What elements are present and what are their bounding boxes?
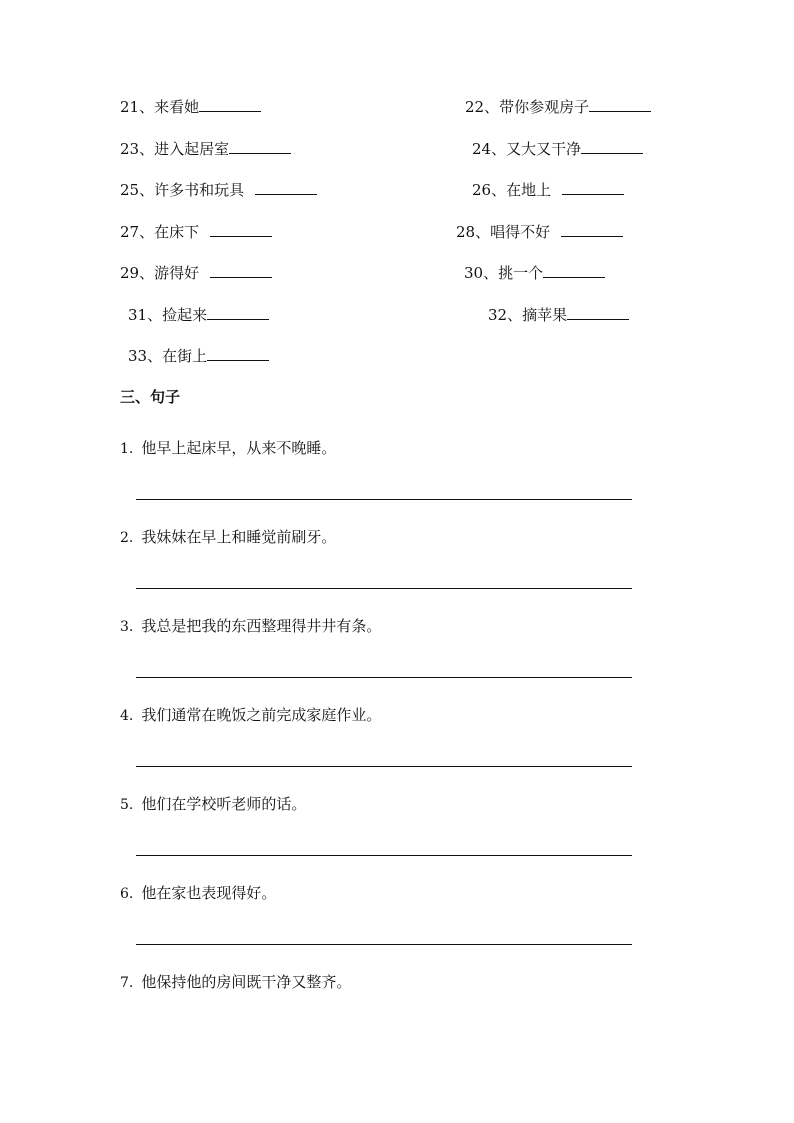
- answer-blank[interactable]: [210, 222, 272, 237]
- phrase-separator: 、: [484, 98, 500, 116]
- answer-blank[interactable]: [207, 305, 269, 320]
- phrase-item: [120, 222, 272, 242]
- phrase-separator: 、: [139, 98, 155, 116]
- phrase-separator: 、: [475, 223, 491, 241]
- phrase-separator: 、: [139, 264, 155, 282]
- phrase-text: 唱得不好: [490, 223, 551, 241]
- phrase-number: 23: [120, 140, 140, 158]
- answer-blank[interactable]: [210, 263, 272, 278]
- phrase-item: [472, 139, 643, 159]
- phrase-item: [128, 305, 269, 325]
- phrase-separator: 、: [483, 264, 499, 282]
- answer-blank[interactable]: [255, 180, 317, 195]
- phrase-text: 许多书和玩具: [154, 181, 245, 199]
- phrase-item: [120, 97, 261, 117]
- answer-line[interactable]: [136, 677, 632, 678]
- phrase-number: 28: [456, 223, 476, 241]
- phrase-number: 21: [120, 98, 140, 116]
- sentence-number: 5.: [120, 797, 134, 813]
- phrase-item: [128, 346, 269, 366]
- phrase-number: 24: [472, 140, 492, 158]
- answer-blank[interactable]: [543, 263, 605, 278]
- phrase-separator: 、: [147, 306, 163, 324]
- sentence-number: 6.: [120, 886, 134, 902]
- sentence-number: 4.: [120, 708, 134, 724]
- sentence-text: 他们在学校听老师的话。: [141, 795, 307, 813]
- sentence-item: [120, 616, 381, 637]
- phrase-separator: 、: [491, 181, 507, 199]
- answer-line[interactable]: [136, 766, 632, 767]
- answer-line[interactable]: [136, 855, 632, 856]
- answer-line[interactable]: [136, 588, 632, 589]
- sentence-text: 我妹妹在早上和睡觉前刷牙。: [141, 528, 337, 546]
- phrase-item: [120, 180, 317, 200]
- phrase-number: 25: [120, 181, 140, 199]
- phrase-text: 带你参观房子: [499, 98, 590, 116]
- phrase-number: 30: [464, 264, 484, 282]
- sentence-item: [120, 438, 336, 459]
- sentence-item: [120, 705, 381, 726]
- phrase-text: 挑一个: [498, 264, 544, 282]
- sentence-item: [120, 972, 351, 993]
- sentence-text: 他保持他的房间既干净又整齐。: [141, 973, 352, 991]
- answer-blank[interactable]: [567, 305, 629, 320]
- phrase-number: 22: [465, 98, 485, 116]
- sentence-item: [120, 527, 336, 548]
- phrase-number: 26: [472, 181, 492, 199]
- phrase-item: [120, 263, 272, 283]
- answer-blank[interactable]: [589, 97, 651, 112]
- phrase-text: 捡起来: [162, 306, 208, 324]
- phrase-text: 又大又干净: [506, 140, 582, 158]
- phrase-item: [456, 222, 623, 242]
- sentence-text: 我总是把我的东西整理得井井有条。: [141, 617, 382, 635]
- sentence-text: 他在家也表现得好。: [141, 884, 277, 902]
- sentence-text: 他早上起床早，从来不晚睡。: [141, 439, 337, 457]
- phrase-text: 在床下: [154, 223, 200, 241]
- sentence-item: [120, 794, 306, 815]
- phrase-separator: 、: [491, 140, 507, 158]
- phrase-item: [465, 97, 651, 117]
- phrase-separator: 、: [139, 181, 155, 199]
- answer-blank[interactable]: [562, 180, 624, 195]
- sentence-number: 7.: [120, 975, 134, 991]
- answer-blank[interactable]: [229, 139, 291, 154]
- answer-blank[interactable]: [199, 97, 261, 112]
- phrase-text: 摘苹果: [522, 306, 568, 324]
- phrase-text: 游得好: [154, 264, 200, 282]
- phrase-separator: 、: [139, 223, 155, 241]
- phrase-separator: 、: [139, 140, 155, 158]
- sentence-number: 1.: [120, 441, 134, 457]
- sentence-item: [120, 883, 276, 904]
- phrase-item: [472, 180, 624, 200]
- phrase-number: 31: [128, 306, 148, 324]
- sentence-number: 2.: [120, 530, 134, 546]
- answer-blank[interactable]: [581, 139, 643, 154]
- phrase-number: 27: [120, 223, 140, 241]
- phrase-number: 33: [128, 347, 148, 365]
- phrase-item: [120, 139, 291, 159]
- answer-blank[interactable]: [207, 346, 269, 361]
- phrase-text: 在地上: [506, 181, 552, 199]
- sentence-text: 我们通常在晚饭之前完成家庭作业。: [141, 706, 382, 724]
- phrase-item: [464, 263, 605, 283]
- phrase-number: 32: [488, 306, 508, 324]
- phrase-separator: 、: [507, 306, 523, 324]
- phrase-separator: 、: [147, 347, 163, 365]
- answer-line[interactable]: [136, 499, 632, 500]
- section-title: 三、句子: [120, 388, 181, 406]
- phrase-item: [488, 305, 629, 325]
- phrase-text: 在街上: [162, 347, 208, 365]
- answer-line[interactable]: [136, 944, 632, 945]
- phrase-text: 来看她: [154, 98, 200, 116]
- phrase-number: 29: [120, 264, 140, 282]
- phrase-text: 进入起居室: [154, 140, 230, 158]
- answer-blank[interactable]: [561, 222, 623, 237]
- sentence-number: 3.: [120, 619, 134, 635]
